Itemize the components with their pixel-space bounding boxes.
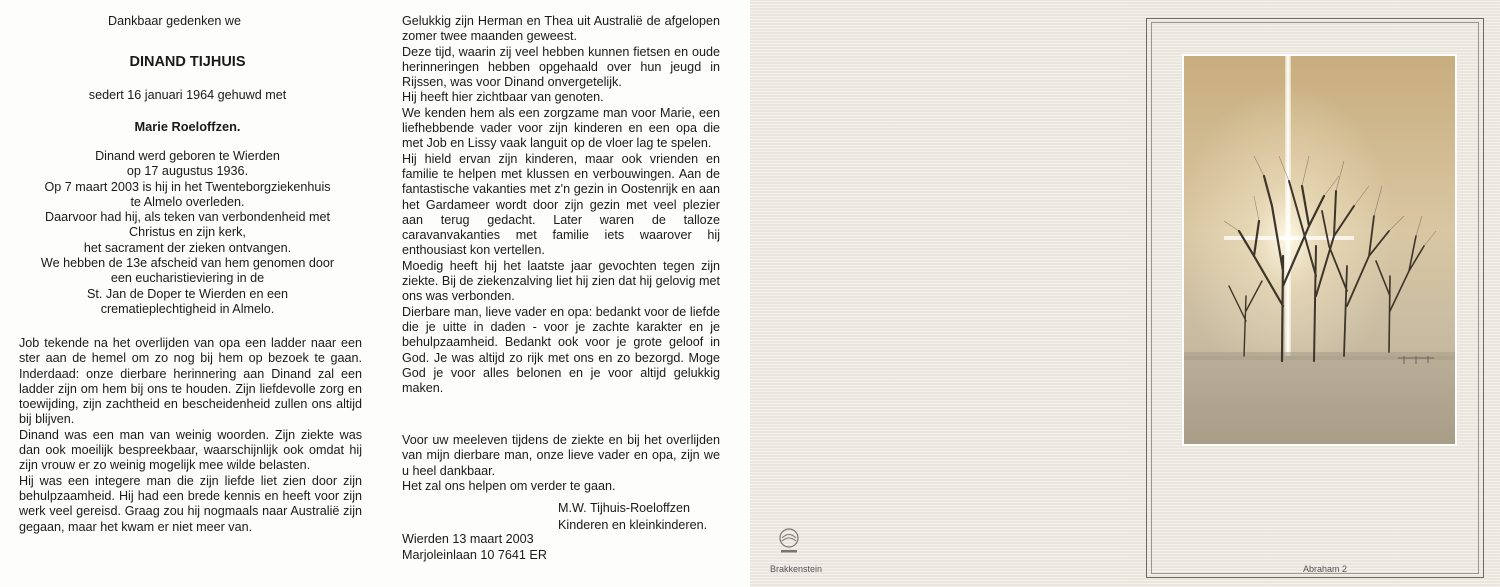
paragraph: Hij hield ervan zijn kinderen, maar ook vrienden en familie te helpen met klussen en verbouwingen. Aan de fantastische vakanties met z'n gezin in Oostenrijk en aan het Gardameer wordt door zijn gezin met veel plezier aan terug gedacht. Later waren de talloze caravanvakanties met familie iets waarover hij enthousiast kon vertellen. <box>402 151 720 258</box>
bio-line: Op 7 maart 2003 is hij in het Twenteborgziekenhuis <box>44 179 331 194</box>
thanks-closing: Het zal ons helpen om verder te gaan. <box>402 478 616 493</box>
cover-photo <box>1182 54 1457 446</box>
spouse-name: Marie Roeloffzen. <box>134 119 241 134</box>
publisher-logo-icon <box>778 528 800 558</box>
paragraph: Job tekende na het overlijden van opa een ladder naar een ster aan de hemel om zo nog bij hem op bezoek te gaan. Inderdaad: onze dierbare herinnering aan Dinand zal een ladder zijn om hem bij ons te houden. Zijn liefdevolle zorg en toewijding, zijn zachtheid en bescheidenheid zullen ons altijd bij blijven. <box>19 336 362 427</box>
bio-line: Dinand werd geboren te Wierden <box>95 149 280 163</box>
paragraph: Gelukkig zijn Herman en Thea uit Australië de afgelopen zomer twee maanden geweest. <box>402 14 720 44</box>
signature-block <box>558 501 707 534</box>
paragraph: We kenden hem als een zorgzame man voor Marie, een liefhebbende vader voor zijn kinderen en een opa die met Job en Lissy vaak languit op de vloer lag te spelen. <box>402 105 720 151</box>
front-cover <box>1125 0 1500 587</box>
thanks-text <box>402 433 720 494</box>
place-date: Wierden 13 maart 2003 <box>402 532 534 546</box>
memory-text <box>19 336 362 535</box>
back-cover <box>750 0 1125 587</box>
address: Marjoleinlaan 10 7641 ER <box>402 548 547 563</box>
signature-family: Kinderen en kleinkinderen. <box>558 518 708 533</box>
card-code: Abraham 2 <box>1303 564 1348 574</box>
biography-block <box>0 149 375 317</box>
signature-names: M.W. Tijhuis-Roeloffzen <box>558 501 691 515</box>
deceased-name: DINAND TIJHUIS <box>129 54 246 70</box>
bio-line: crematieplechtigheid in Almelo. <box>100 301 275 316</box>
bio-line: het sacrament der zieken ontvangen. <box>83 240 292 255</box>
intro-line: Dankbaar gedenken we <box>108 14 242 28</box>
bio-line: Christus en zijn kerk, <box>129 225 246 240</box>
address-block <box>402 532 547 564</box>
bio-line: We hebben de 13e afscheid van hem genomen door <box>40 256 335 271</box>
right-inner-page <box>375 0 750 587</box>
bio-line: te Almelo overleden. <box>130 194 245 209</box>
story-text <box>402 14 720 396</box>
bio-line: Daarvoor had hij, als teken van verbondenheid met <box>45 210 330 225</box>
bio-line: St. Jan de Doper te Wierden en een <box>87 286 288 301</box>
paragraph: Dinand was een man van weinig woorden. Zijn ziekte was dan ook moeilijk bespreekbaar, waarschijnlijk ook omdat hij zijn vrouw er zo weinig mogelijk mee wilde belasten. <box>19 427 362 473</box>
thanks-paragraph: Voor uw meeleven tijdens de ziekte en bij het overlijden van mijn dierbare man, onze lieve vader en opa, zijn we u heel dankbaar. <box>402 433 720 478</box>
paragraph: Deze tijd, waarin zij veel hebben kunnen fietsen en oude herinneringen hebben opgehaald over hun jeugd in Rijssen, was voor Dinand onvergetelijk. <box>402 44 720 90</box>
paragraph: Hij heeft hier zichtbaar van genoten. <box>402 90 604 105</box>
paragraph: Moedig heeft hij het laatste jaar gevochten tegen zijn ziekte. Bij de ziekenzalving liet hij zien dat hij gelovig met ons was verbonden. <box>402 258 720 304</box>
bio-line: op 17 augustus 1936. <box>126 164 249 179</box>
paragraph: Hij was een integere man die zijn liefde liet zien door zijn behulpzaamheid. Hij had een brede kennis en heeft voor zijn werk veel gereisd. Graag zou hij nogmaals naar Australië zijn gegaan, maar het kwam er niet meer van. <box>19 473 362 534</box>
publisher-name: Brakkenstein <box>770 564 823 574</box>
bio-line: een eucharistieviering in de <box>110 271 265 286</box>
paragraph: Dierbare man, lieve vader en opa: bedankt voor de liefde die je uitte in daden - voor je zachte karakter en je behulpzaamheid. Bedankt ook voor je grote geloof in God. Je was altijd zo rijk met ons en zo bezorgd. Moge God je voor alles belonen en je voor altijd gelukkig maken. <box>402 304 720 396</box>
trees-cross-photo <box>1184 56 1455 444</box>
married-line: sedert 16 januari 1964 gehuwd met <box>88 88 287 102</box>
left-inner-page <box>0 0 375 587</box>
